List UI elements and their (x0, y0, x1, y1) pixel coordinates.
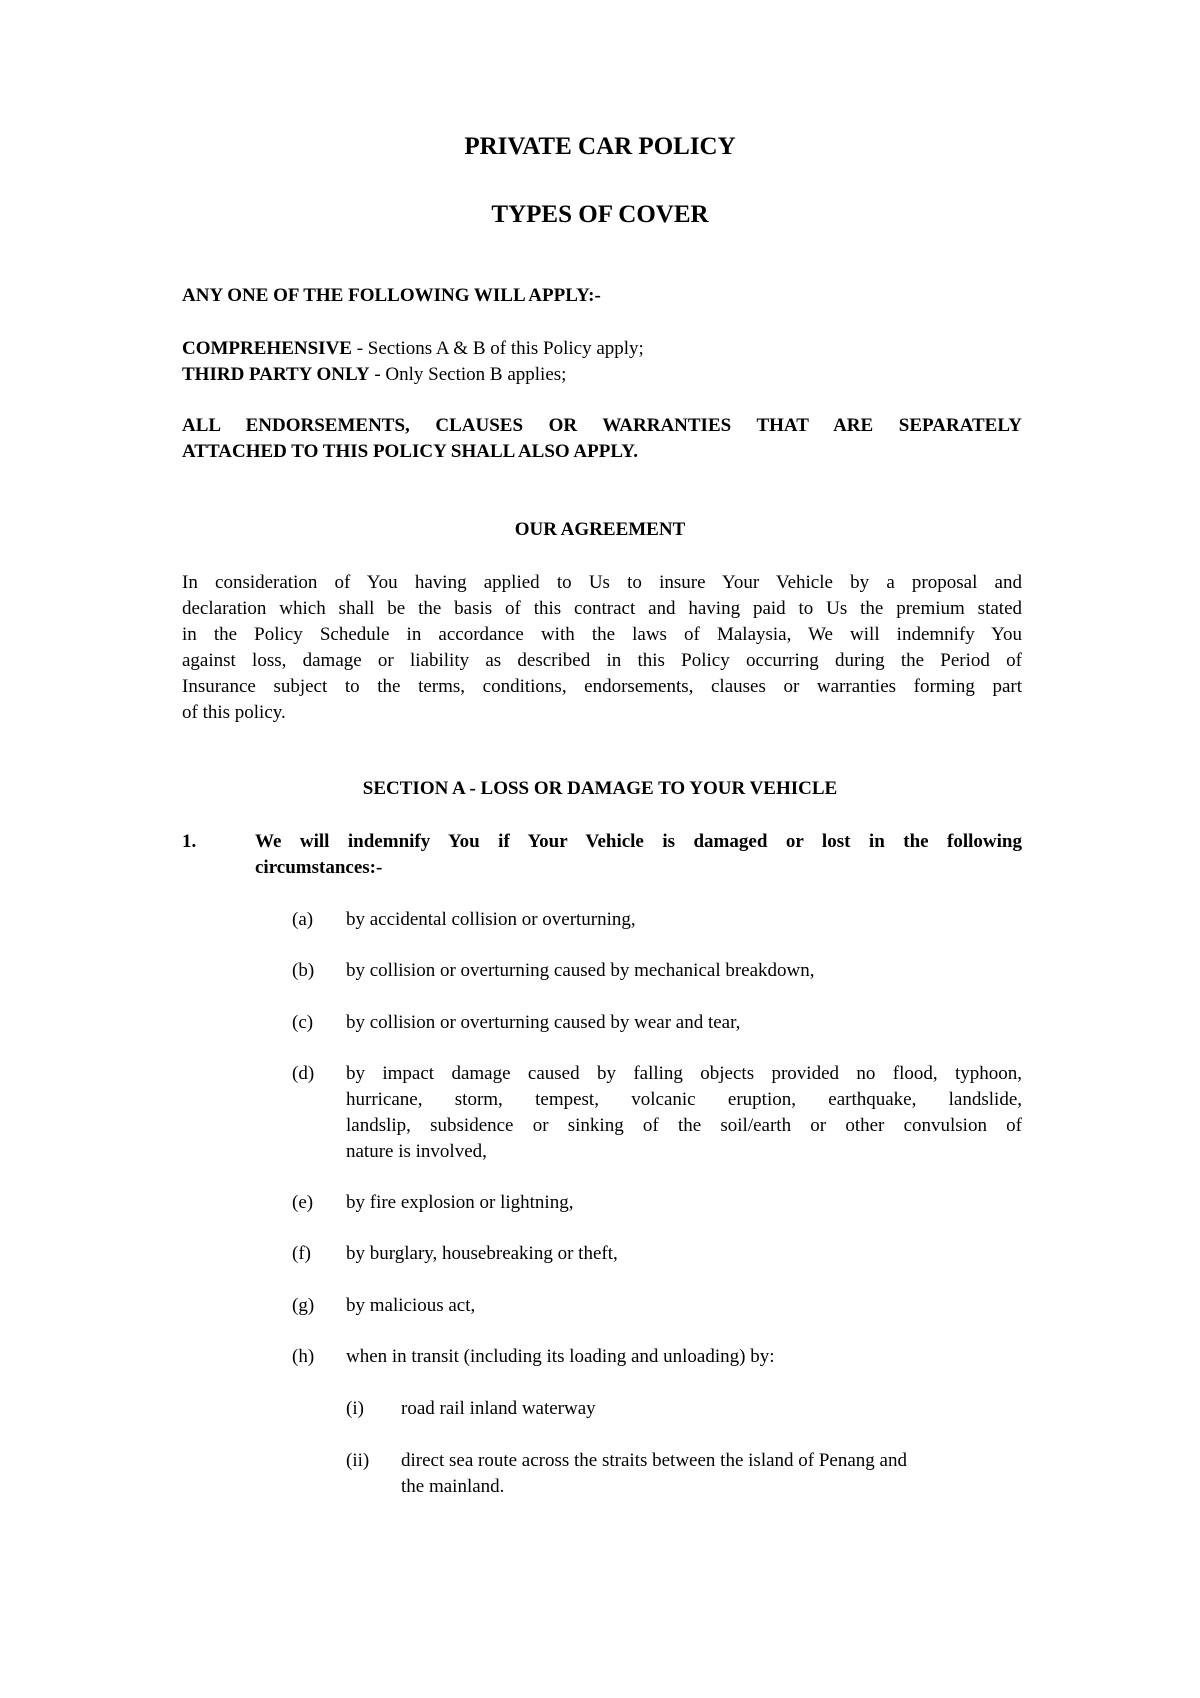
types-of-cover-heading: TYPES OF COVER (491, 201, 709, 228)
endorsement-note (182, 413, 1022, 465)
agreement-line: against loss, damage or liability as described in this Policy occurring during the Period of (182, 650, 1022, 671)
item-label: (d) (292, 1063, 315, 1084)
item-line: landslip, subsidence or sinking of the soil/earth or other convulsion of (346, 1115, 1022, 1136)
clause-1-text (255, 829, 1022, 881)
policy-title: PRIVATE CAR POLICY (464, 133, 736, 160)
cover-type-third-party (182, 362, 1022, 388)
item-label: (a) (292, 909, 314, 930)
types-intro: ANY ONE OF THE FOLLOWING WILL APPLY:- (182, 285, 601, 306)
subitem-line: direct sea route across the straits between the island of Penang and (401, 1450, 907, 1471)
item-label: (b) (292, 960, 315, 981)
section-a-heading: SECTION A - LOSS OR DAMAGE TO YOUR VEHICLE (362, 778, 838, 799)
clause-line: We will indemnify You if Your Vehicle is damaged or lost in the following (255, 831, 1022, 852)
cover-type-text: - Only Section B applies; (369, 364, 567, 385)
item-text: by malicious act, (346, 1295, 476, 1316)
clause-line: circumstances:- (255, 857, 383, 878)
endorsement-note-line: ALL ENDORSEMENTS, CLAUSES OR WARRANTIES THAT ARE SEPARATELY (182, 415, 1022, 436)
agreement-line: In consideration of You having applied to Us to insure Your Vehicle by a proposal and (182, 572, 1022, 593)
cover-type-name: COMPREHENSIVE (182, 338, 352, 359)
item-text: by collision or overturning caused by mechanical breakdown, (346, 960, 815, 981)
subitem-label: (i) (346, 1398, 364, 1419)
item-text: by accidental collision or overturning, (346, 909, 636, 930)
agreement-line: Insurance subject to the terms, conditions, endorsements, clauses or warranties forming part (182, 676, 1022, 697)
agreement-line: of this policy. (182, 702, 286, 723)
agreement-paragraph (182, 570, 1022, 726)
item-line: nature is involved, (346, 1141, 487, 1162)
item-text-multiline (346, 1061, 1022, 1165)
item-text: by collision or overturning caused by wear and tear, (346, 1012, 741, 1033)
subitem-label: (ii) (346, 1450, 370, 1471)
item-line: hurricane, storm, tempest, volcanic eruption, earthquake, landslide, (346, 1089, 1022, 1110)
item-label: (f) (292, 1243, 311, 1264)
agreement-line: declaration which shall be the basis of this contract and having paid to Us the premium stated (182, 598, 1022, 619)
cover-type-comprehensive (182, 336, 1022, 362)
subitem-text-multiline (401, 1448, 1021, 1500)
cover-type-name: THIRD PARTY ONLY (182, 364, 370, 385)
subitem-line: the mainland. (401, 1476, 505, 1497)
agreement-line: in the Policy Schedule in accordance with the laws of Malaysia, We will indemnify You (182, 624, 1022, 645)
item-label: (g) (292, 1295, 315, 1316)
subitem-text: road rail inland waterway (401, 1398, 596, 1419)
clause-number: 1. (182, 831, 197, 852)
item-label: (c) (292, 1012, 314, 1033)
cover-type-text: - Sections A & B of this Policy apply; (351, 338, 644, 359)
item-text: by fire explosion or lightning, (346, 1192, 574, 1213)
agreement-heading: OUR AGREEMENT (514, 519, 686, 540)
item-label: (e) (292, 1192, 314, 1213)
endorsement-note-line: ATTACHED TO THIS POLICY SHALL ALSO APPLY. (182, 441, 638, 462)
item-text: by burglary, housebreaking or theft, (346, 1243, 618, 1264)
item-line: by impact damage caused by falling objects provided no flood, typhoon, (346, 1063, 1022, 1084)
item-text: when in transit (including its loading and unloading) by: (346, 1346, 775, 1367)
item-label: (h) (292, 1346, 315, 1367)
